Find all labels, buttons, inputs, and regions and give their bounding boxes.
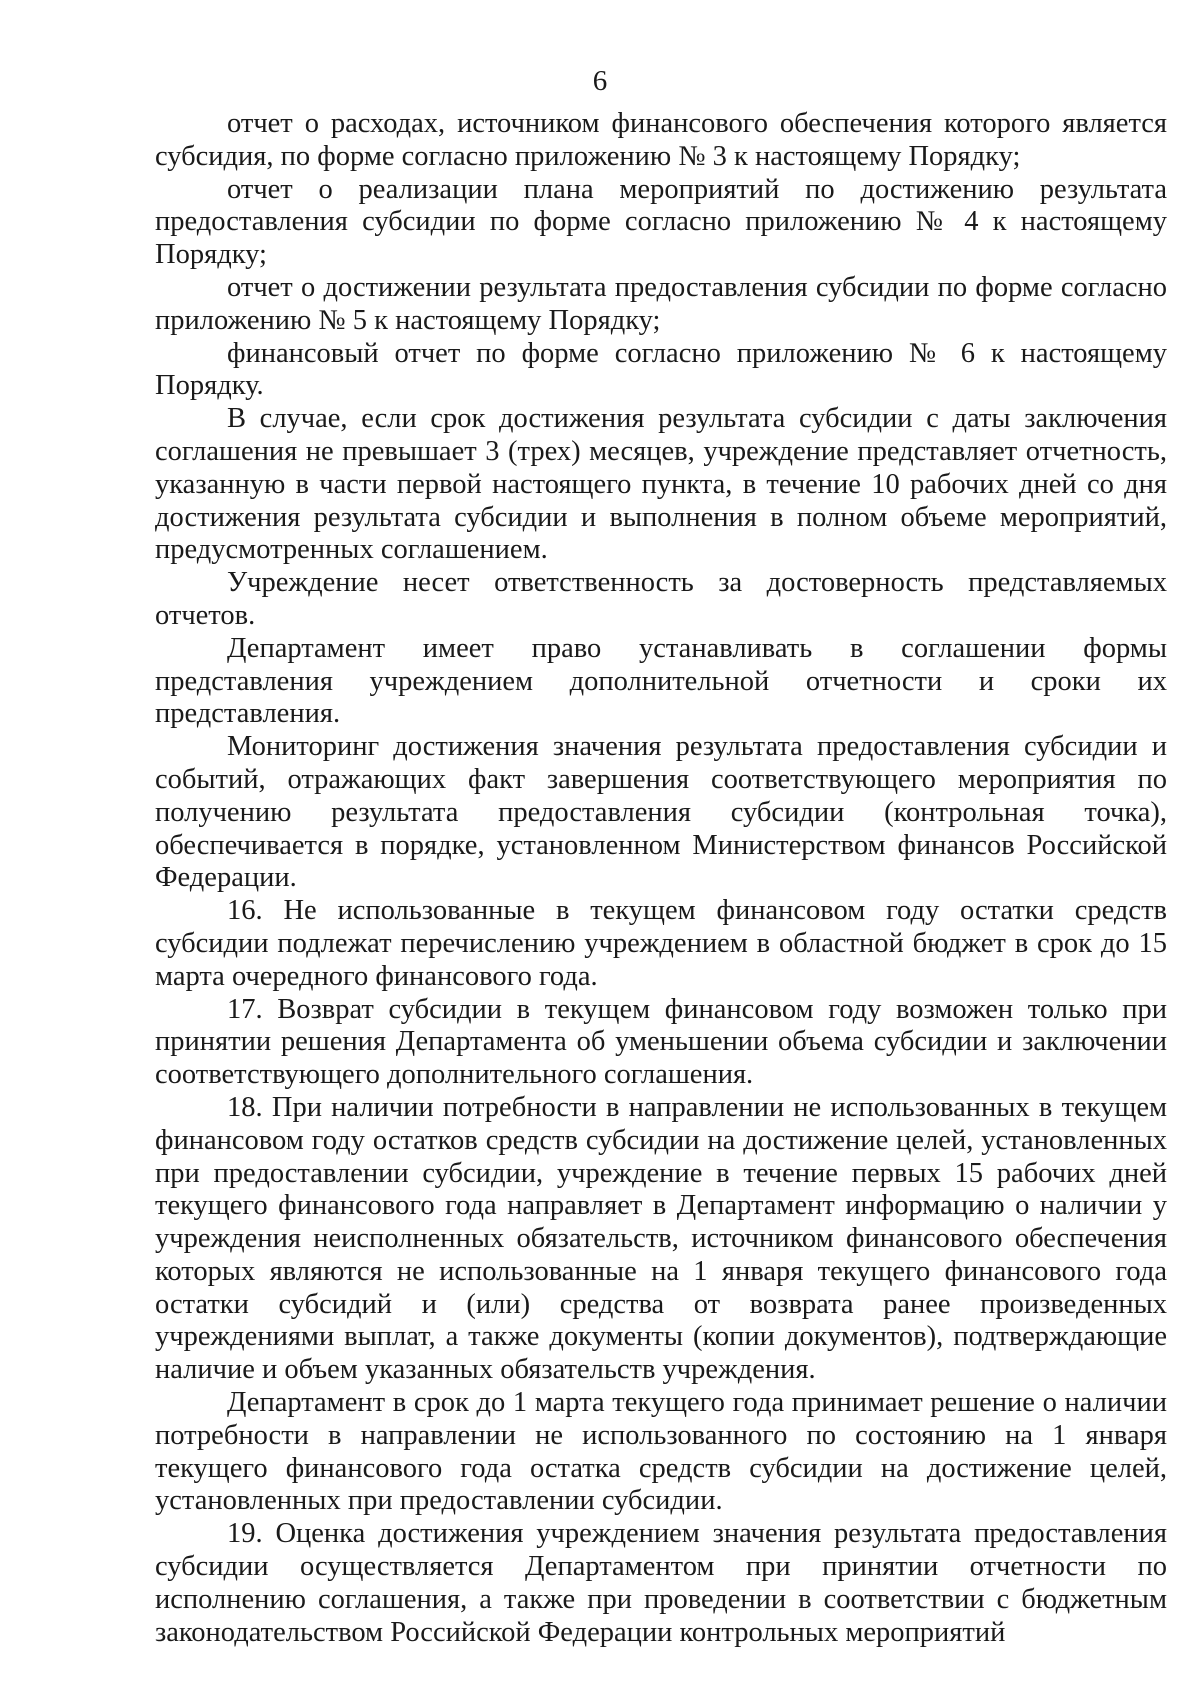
paragraph-additional-reporting: Департамент имеет право устанавливать в соглашении формы представления учреждением дополнительной отчетности и сроки их представления. [155, 632, 1167, 730]
paragraph-financial-report: финансовый отчет по форме согласно приложению № 6 к настоящему Порядку. [155, 337, 1167, 402]
paragraph-monitoring: Мониторинг достижения значения результата предоставления субсидии и событий, отражающих факт завершения соответствующего мероприятия по получению результата предоставления субсидии (контрольная точка), обеспечивается в порядке, установленном Министерством финансов Российской Федерации. [155, 731, 1167, 894]
paragraph-report-plan: отчет о реализации плана мероприятий по достижению результата предоставления субсидии по форме согласно приложению № 4 к настоящему Порядку; [155, 173, 1167, 271]
paragraph-report-expenses: отчет о расходах, источником финансового обеспечения которого является субсидия, по форме согласно приложению № 3 к настоящему Порядку; [155, 108, 1167, 172]
paragraph-short-term-reporting: В случае, если срок достижения результата субсидии с даты заключения соглашения не превышает 3 (трех) месяцев, учреждение представляет отчетность, указанную в части первой настоящего пункта, в течение 10 рабочих дней со дня достижения результата субсидии и выполнения в полном объеме мероприятий, предусмотренных соглашением. [155, 403, 1167, 566]
paragraph-item-18: 18. При наличии потребности в направлении не использованных в текущем финансовом году остатков средств субсидии на достижение целей, установленных при предоставлении субсидии, учреждение в течение первых 15 рабочих дней текущего финансового года направляет в Департамент информацию о наличии у учреждения неисполненных обязательств, источником финансового обеспечения которых являются не использованные на 1 января текущего финансового года остатки субсидий и (или) средства от возврата ранее произведенных учреждениями выплат, а также документы (копии документов), подтверждающие наличие и объем указанных обязательств учреждения. [155, 1091, 1167, 1386]
paragraph-report-result: отчет о достижении результата предоставления субсидии по форме согласно приложению № 5 к настоящему Порядку; [155, 271, 1167, 336]
page-number: 6 [592, 65, 608, 97]
paragraph-item-16: 16. Не использованные в текущем финансовом году остатки средств субсидии подлежат перечислению учреждением в областной бюджет в срок до 15 марта очередного финансового года. [155, 895, 1167, 992]
paragraph-item-17: 17. Возврат субсидии в текущем финансовом году возможен только при принятии решения Департамента об уменьшении объема субсидии и заключении соответствующего дополнительного соглашения. [155, 993, 1167, 1091]
paragraph-responsibility: Учреждение несет ответственность за достоверность представляемых отчетов. [155, 567, 1167, 631]
paragraph-item-19: 19. Оценка достижения учреждением значения результата предоставления субсидии осуществляется Департаментом при принятии отчетности по исполнению соглашения, а также при проведении в соответствии с бюджетным законодательством Российской Федерации контрольных мероприятий [155, 1518, 1167, 1648]
document-body [155, 108, 1167, 1649]
paragraph-department-decision: Департамент в срок до 1 марта текущего года принимает решение о наличии потребности в направлении не использованного по состоянию на 1 января текущего финансового года остатка средств субсидии на достижение целей, установленных при предоставлении субсидии. [155, 1387, 1167, 1517]
